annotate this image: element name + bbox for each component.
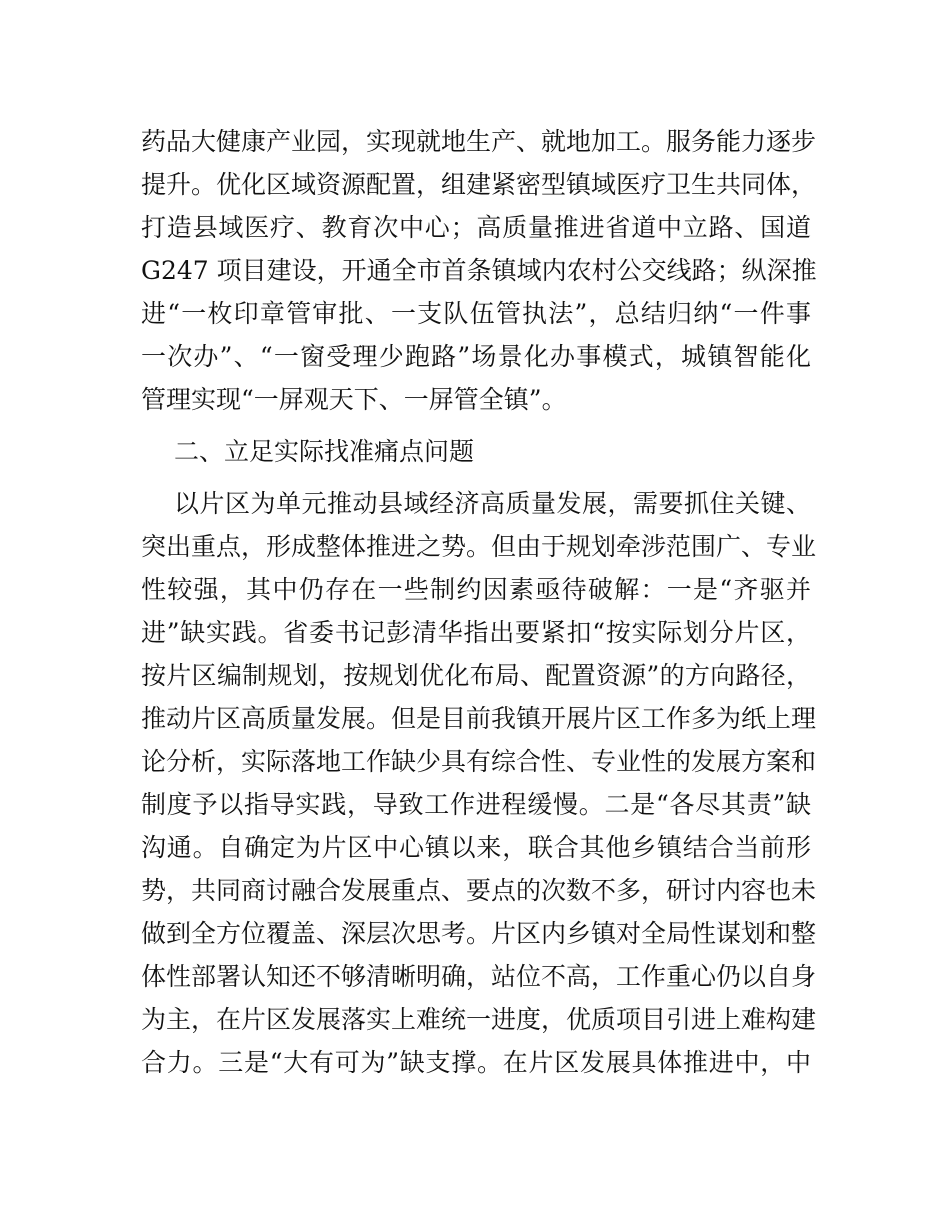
text-line: 论分析，实际落地工作缺少具有综合性、专业性的发展方案和 bbox=[141, 747, 817, 776]
text-line: 沟通。自确定为片区中心镇以来，联合其他乡镇结合当前形 bbox=[141, 833, 811, 862]
text-line: 做到全方位覆盖、深层次思考。片区内乡镇对全局性谋划和整 bbox=[141, 919, 817, 948]
text-line: 以片区为单元推动县域经济高质量发展，需要抓住关键、 bbox=[174, 489, 811, 518]
text-line: 管理实现“一屏观天下、一屏管全镇”。 bbox=[141, 385, 567, 414]
section-heading bbox=[141, 430, 811, 473]
document-body bbox=[141, 120, 817, 1084]
text-line: G247 项目建设，开通全市首条镇域内农村公交线路；纵深推 bbox=[141, 256, 817, 285]
section-heading-text: 二、立足实际找准痛点问题 bbox=[174, 437, 475, 466]
text-line: 势，共同商讨融合发展重点、要点的次数不多，研讨内容也未 bbox=[141, 876, 817, 905]
text-line: 性较强，其中仍存在一些制约因素亟待破解：一是“齐驱并 bbox=[141, 575, 811, 604]
text-line: 合力。三是“大有可为”缺支撑。在片区发展具体推进中，中 bbox=[141, 1048, 811, 1077]
text-line: 打造县域医疗、教育次中心；高质量推进省道中立路、国道 bbox=[141, 213, 811, 242]
text-line: 突出重点，形成整体推进之势。但由于规划牵涉范围广、专业 bbox=[141, 532, 817, 561]
text-line: 进“一枚印章管审批、一支队伍管执法”，总结归纳“一件事 bbox=[141, 299, 811, 328]
text-line: 体性部署认知还不够清晰明确，站位不高，工作重心仍以自身 bbox=[141, 962, 817, 991]
text-line: 推动片区高质量发展。但是目前我镇开展片区工作多为纸上理 bbox=[141, 704, 817, 733]
text-line: 提升。优化区域资源配置，组建紧密型镇域医疗卫生共同体， bbox=[141, 170, 817, 199]
text-line: 药品大健康产业园，实现就地生产、就地加工。服务能力逐步 bbox=[141, 127, 817, 156]
paragraph-1 bbox=[141, 120, 817, 421]
text-line: 按片区编制规划，按规划优化布局、配置资源”的方向路径， bbox=[141, 661, 811, 690]
paragraph-2 bbox=[141, 482, 817, 1084]
text-line: 一次办”、“一窗受理少跑路”场景化办事模式，城镇智能化 bbox=[141, 342, 811, 371]
text-line: 进”缺实践。省委书记彭清华指出要紧扣“按实际划分片区， bbox=[141, 618, 811, 647]
text-line: 制度予以指导实践，导致工作进程缓慢。二是“各尽其责”缺 bbox=[141, 790, 811, 819]
text-line: 为主，在片区发展落实上难统一进度，优质项目引进上难构建 bbox=[141, 1005, 817, 1034]
